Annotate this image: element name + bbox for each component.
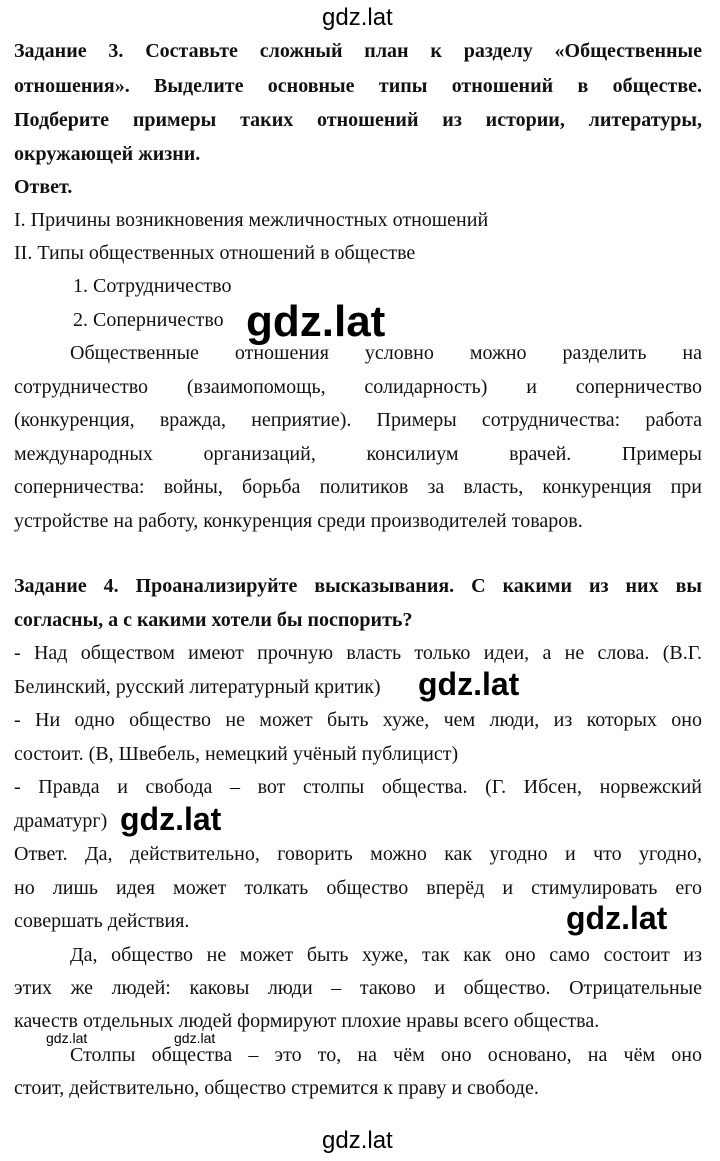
watermark-tiny-1: gdz.lat	[46, 1030, 88, 1046]
task3-paragraph-line-6: устройстве на работу, конкуренция среди производителей товаров.	[14, 510, 583, 532]
quote-line-3: - Ни одно общество не может быть хуже, чем люди, из которых оно	[14, 709, 702, 731]
task3-paragraph-line-4: международных организаций, консилиум врачей. Примеры	[14, 443, 702, 465]
plan-subitem-2: 2. Соперничество	[73, 309, 224, 331]
quote-line-5: - Правда и свобода – вот столпы общества. (Г. Ибсен, норвежский	[14, 776, 702, 798]
plan-item-1: I. Причины возникновения межличностных отношений	[14, 209, 489, 231]
task3-paragraph-line-2: сотрудничество (взаимопомощь, солидарность) и соперничество	[14, 376, 702, 398]
task4-answer-line-2: но лишь идея может толкать общество вперёд и стимулировать его	[14, 877, 702, 899]
task4-heading-line-2: согласны, а с какими хотели бы поспорить?	[14, 609, 413, 631]
task4-answer-line-4: Да, общество не может быть хуже, так как оно само состоит из	[70, 944, 702, 966]
watermark-mid-3: gdz.lat	[566, 900, 668, 936]
watermark-bottom: gdz.lat	[322, 1127, 393, 1154]
task4-answer-line-6: качеств отдельных людей формируют плохие нравы всего общества.	[14, 1010, 600, 1032]
watermark-big: gdz.lat	[246, 297, 386, 346]
task3-heading-line-1: Задание 3. Составьте сложный план к разделу «Общественные	[14, 40, 702, 62]
watermark-tiny-2: gdz.lat	[174, 1030, 216, 1046]
task4-answer-line-1: Ответ. Да, действительно, говорить можно как угодно и что угодно,	[14, 843, 702, 865]
task4-answer-line-5: этих же людей: каковы люди – таково и общество. Отрицательные	[14, 977, 702, 999]
task3-paragraph-line-5: соперничества: войны, борьба политиков за власть, конкуренция при	[14, 476, 702, 498]
task4-heading-line-1: Задание 4. Проанализируйте высказывания. С какими из них вы	[14, 575, 702, 597]
task3-heading-line-3: Подберите примеры таких отношений из истории, литературы,	[14, 109, 702, 131]
watermark-top: gdz.lat	[322, 4, 393, 31]
task4-answer-line-7: Столпы общества – это то, на чём оно основано, на чём оно	[70, 1044, 702, 1066]
task3-paragraph-line-3: (конкуренция, вражда, неприятие). Примеры сотрудничества: работа	[14, 409, 702, 431]
task4-answer-line-8: стоит, действительно, общество стремится к праву и свободе.	[14, 1077, 539, 1099]
task3-heading-line-4: окружающей жизни.	[14, 143, 201, 165]
quote-line-2: Белинский, русский литературный критик)	[14, 676, 381, 698]
plan-subitem-1: 1. Сотрудничество	[73, 275, 232, 297]
plan-item-2: II. Типы общественных отношений в обществе	[14, 242, 416, 264]
task3-paragraph-line-1: Общественные отношения условно можно разделить на	[70, 342, 702, 364]
quote-line-4: состоит. (В, Швебель, немецкий учёный публицист)	[14, 743, 459, 765]
watermark-mid-1: gdz.lat	[418, 666, 520, 702]
task3-answer-label: Ответ.	[14, 176, 73, 198]
task4-answer-line-3: совершать действия.	[14, 910, 190, 932]
task3-heading-line-2: отношения». Выделите основные типы отношений в обществе.	[14, 75, 702, 97]
quote-line-6: драматург)	[14, 810, 108, 832]
watermark-mid-2: gdz.lat	[120, 801, 222, 837]
quote-line-1: - Над обществом имеют прочную власть только идеи, а не слова. (В.Г.	[14, 642, 702, 664]
